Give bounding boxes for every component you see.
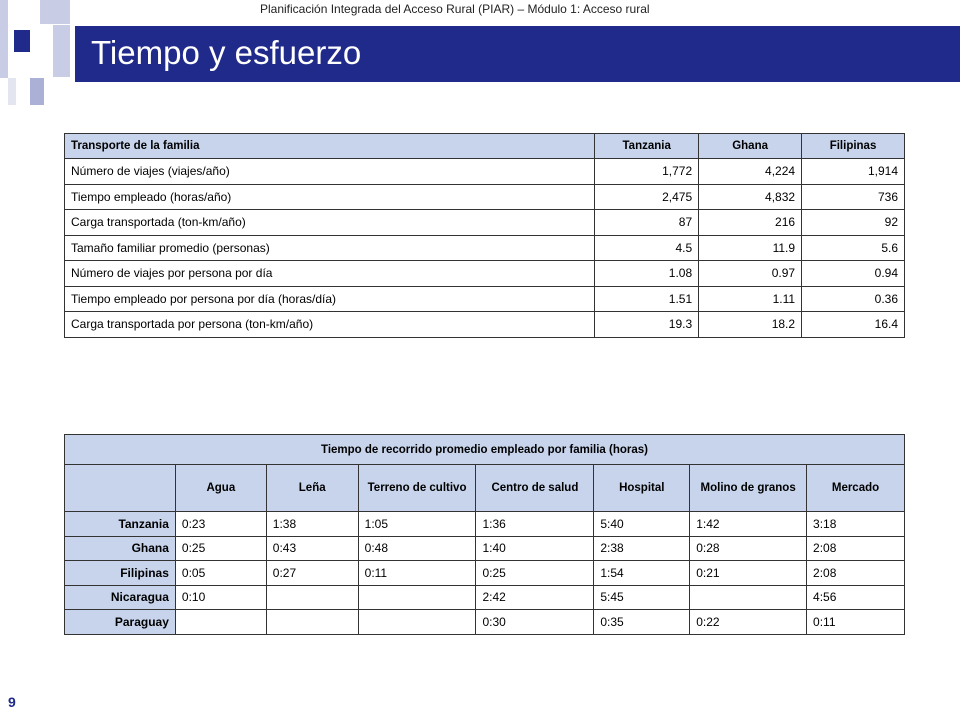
table-cell: 2,475 <box>595 184 699 210</box>
table-cell: 0:27 <box>266 561 358 586</box>
table-cell <box>175 610 266 635</box>
table-cell: 0:30 <box>476 610 594 635</box>
table-cell: 92 <box>802 210 905 236</box>
table-cell: 5.6 <box>802 235 905 261</box>
table-cell: 1,914 <box>802 159 905 185</box>
table-row <box>65 512 905 537</box>
column-header: Leña <box>266 465 358 512</box>
table-cell <box>690 585 807 610</box>
table-row <box>65 286 905 312</box>
decor-square <box>30 78 44 105</box>
table-row <box>65 561 905 586</box>
column-header: Ghana <box>699 134 802 159</box>
page-number: 9 <box>8 694 16 710</box>
decor-square <box>14 30 30 52</box>
table-cell <box>266 610 358 635</box>
table-row <box>65 312 905 338</box>
table-cell: 4.5 <box>595 235 699 261</box>
table-title: Tiempo de recorrido promedio empleado por familia (horas) <box>65 435 905 465</box>
table-cell: 0:43 <box>266 536 358 561</box>
table-row <box>65 210 905 236</box>
table-cell: 3:18 <box>807 512 905 537</box>
table-cell: 0:25 <box>476 561 594 586</box>
table-cell: 0:05 <box>175 561 266 586</box>
table-header-row <box>65 465 905 512</box>
column-header: Terreno de cultivo <box>358 465 476 512</box>
table-cell: 1.11 <box>699 286 802 312</box>
row-label: Número de viajes (viajes/año) <box>65 159 595 185</box>
table-cell: 0.94 <box>802 261 905 287</box>
table-cell: 2:08 <box>807 536 905 561</box>
column-header <box>65 465 176 512</box>
table-cell <box>266 585 358 610</box>
row-label: Nicaragua <box>65 585 176 610</box>
decor-square <box>0 0 8 78</box>
table-cell: 19.3 <box>595 312 699 338</box>
table-cell <box>358 585 476 610</box>
table-cell: 87 <box>595 210 699 236</box>
table-cell: 0:25 <box>175 536 266 561</box>
column-header: Filipinas <box>802 134 905 159</box>
column-header: Centro de salud <box>476 465 594 512</box>
row-label: Tiempo empleado (horas/año) <box>65 184 595 210</box>
decor-square <box>40 0 70 24</box>
table-cell: 1.51 <box>595 286 699 312</box>
table-cell: 0:22 <box>690 610 807 635</box>
table-header-row <box>65 134 905 159</box>
table-cell: 0:21 <box>690 561 807 586</box>
table-cell: 4,832 <box>699 184 802 210</box>
row-label: Número de viajes por persona por día <box>65 261 595 287</box>
decor-square <box>8 78 16 105</box>
table-row <box>65 159 905 185</box>
slide-subtitle: Planificación Integrada del Acceso Rural (PIAR) – Módulo 1: Acceso rural <box>260 2 650 16</box>
column-header: Molino de granos <box>690 465 807 512</box>
column-header: Mercado <box>807 465 905 512</box>
table-cell: 216 <box>699 210 802 236</box>
table-row <box>65 536 905 561</box>
table-cell: 0.36 <box>802 286 905 312</box>
row-label: Filipinas <box>65 561 176 586</box>
table-row <box>65 184 905 210</box>
table-cell: 0:28 <box>690 536 807 561</box>
slide-title: Tiempo y esfuerzo <box>91 34 362 71</box>
table-cell: 5:40 <box>594 512 690 537</box>
table-cell: 5:45 <box>594 585 690 610</box>
column-header: Tanzania <box>595 134 699 159</box>
table-cell <box>358 610 476 635</box>
table-cell: 0:10 <box>175 585 266 610</box>
column-header: Transporte de la familia <box>65 134 595 159</box>
table-row <box>65 610 905 635</box>
table-row <box>65 235 905 261</box>
table-row <box>65 261 905 287</box>
table-cell: 2:38 <box>594 536 690 561</box>
family-transport-table <box>64 133 905 338</box>
decor-square <box>53 25 70 77</box>
table-cell: 1:42 <box>690 512 807 537</box>
table-cell: 736 <box>802 184 905 210</box>
table-cell: 1:40 <box>476 536 594 561</box>
title-bar <box>75 26 960 82</box>
table-cell: 4:56 <box>807 585 905 610</box>
table-cell: 0:23 <box>175 512 266 537</box>
row-label: Tamaño familiar promedio (personas) <box>65 235 595 261</box>
table-cell: 2:42 <box>476 585 594 610</box>
table-cell: 0:11 <box>807 610 905 635</box>
table-cell: 11.9 <box>699 235 802 261</box>
table-cell: 0.97 <box>699 261 802 287</box>
table-cell: 2:08 <box>807 561 905 586</box>
table-cell: 1:36 <box>476 512 594 537</box>
travel-time-table <box>64 434 905 635</box>
row-label: Paraguay <box>65 610 176 635</box>
table-title-row <box>65 435 905 465</box>
row-label: Ghana <box>65 536 176 561</box>
row-label: Tiempo empleado por persona por día (horas/día) <box>65 286 595 312</box>
table-cell: 1:05 <box>358 512 476 537</box>
table-cell: 0:11 <box>358 561 476 586</box>
column-header: Agua <box>175 465 266 512</box>
table-cell: 1,772 <box>595 159 699 185</box>
table-cell: 1.08 <box>595 261 699 287</box>
table-cell: 18.2 <box>699 312 802 338</box>
table-cell: 16.4 <box>802 312 905 338</box>
row-label: Tanzania <box>65 512 176 537</box>
row-label: Carga transportada por persona (ton-km/año) <box>65 312 595 338</box>
column-header: Hospital <box>594 465 690 512</box>
table-cell: 0:48 <box>358 536 476 561</box>
table-cell: 1:54 <box>594 561 690 586</box>
table-row <box>65 585 905 610</box>
table-cell: 0:35 <box>594 610 690 635</box>
table-cell: 1:38 <box>266 512 358 537</box>
row-label: Carga transportada (ton-km/año) <box>65 210 595 236</box>
table-cell: 4,224 <box>699 159 802 185</box>
